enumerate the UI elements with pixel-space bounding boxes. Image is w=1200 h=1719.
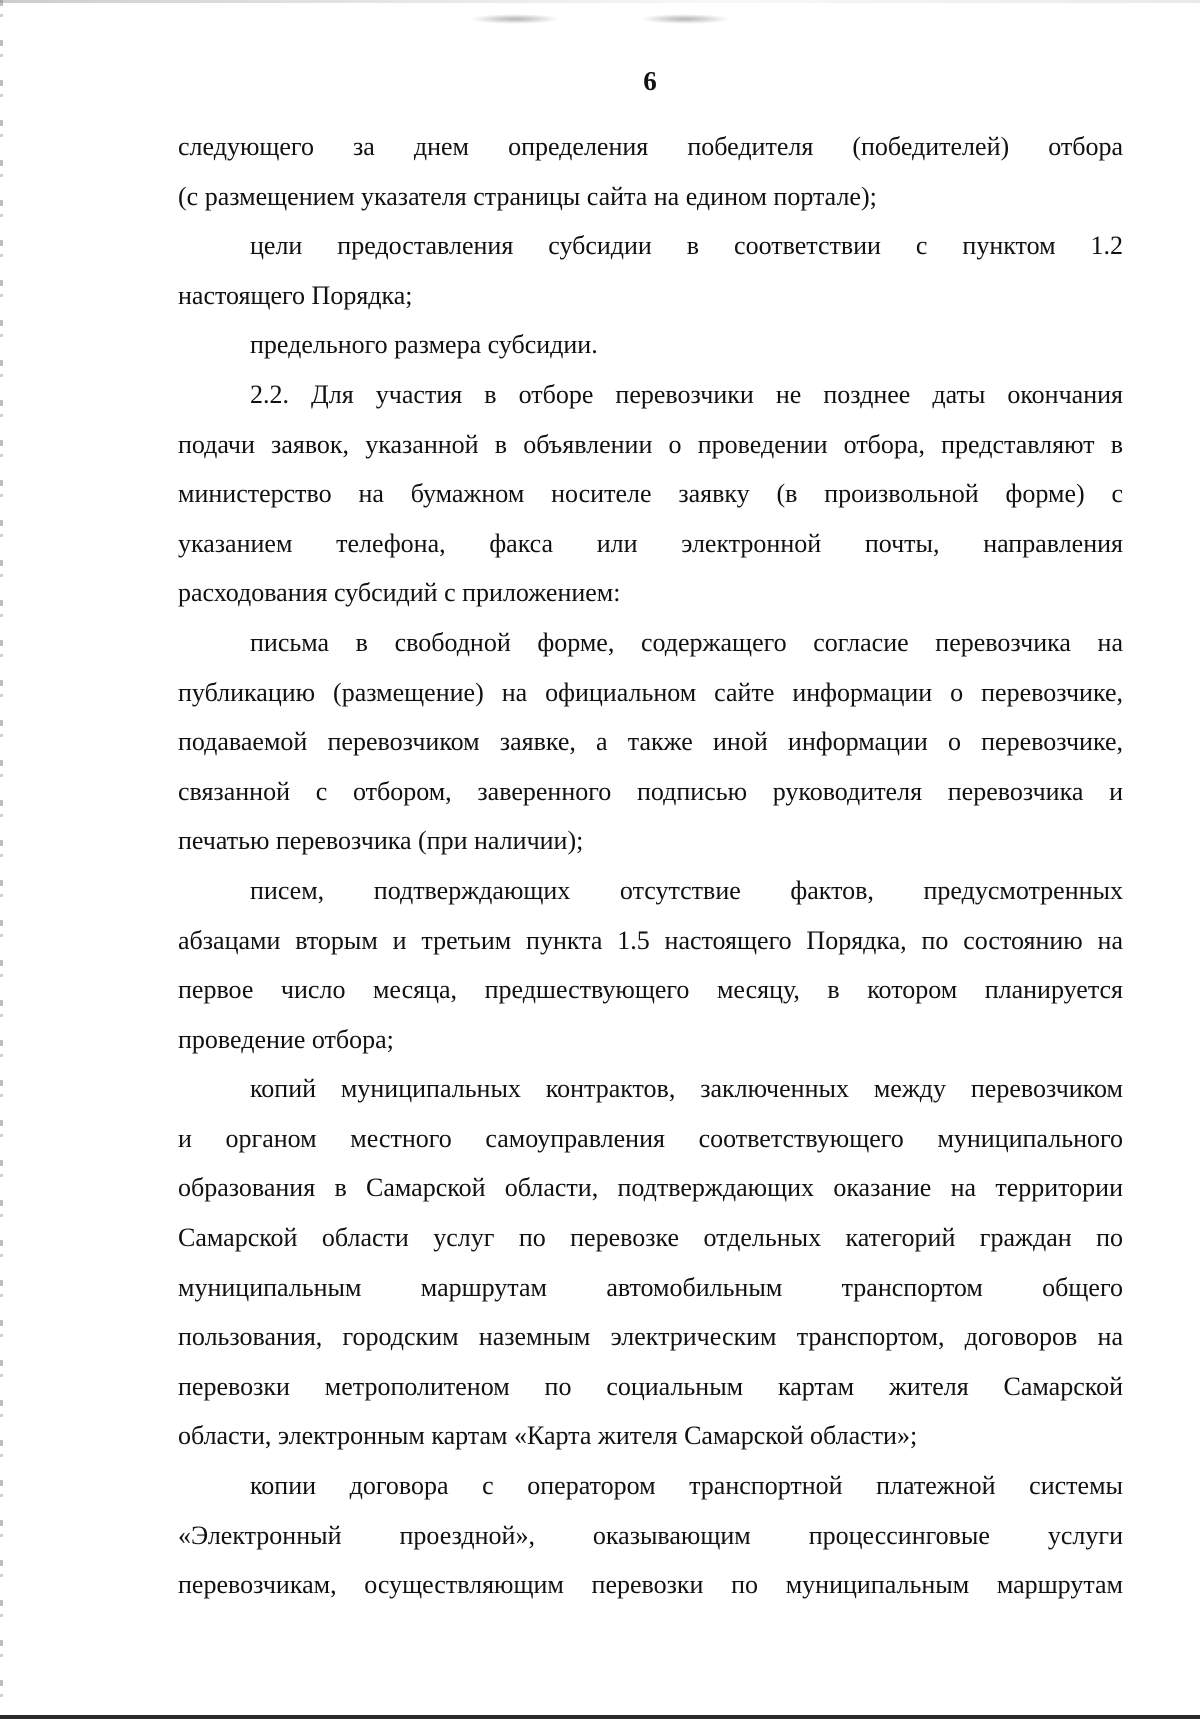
paragraph-line: образования в Самарской области, подтверждающих оказание на территории <box>178 1173 1123 1203</box>
scan-edge-top <box>0 0 1200 3</box>
paragraph-line: и органом местного самоуправления соответствующего муниципального <box>178 1123 1123 1153</box>
paragraph-line: указанием телефона, факса или электронной почты, направления <box>178 528 1123 558</box>
paragraph-line: пользования, городским наземным электрическим транспортом, договоров на <box>178 1322 1123 1352</box>
paragraph-line: письма в свободной форме, содержащего согласие перевозчика на <box>250 627 1123 657</box>
scan-smudge <box>640 14 730 24</box>
paragraph-line: цели предоставления субсидии в соответствии с пунктом 1.2 <box>250 231 1123 261</box>
page-number: 6 <box>643 66 657 96</box>
paragraph-line: настоящего Порядка; <box>178 280 413 310</box>
paragraph-line: абзацами вторым и третьим пункта 1.5 настоящего Порядка, по состоянию на <box>178 925 1123 955</box>
paragraph-line: министерство на бумажном носителе заявку (в произвольной форме) с <box>178 479 1123 509</box>
paragraph-line: перевозки метрополитеном по социальным картам жителя Самарской <box>178 1371 1123 1401</box>
paragraph-line: (с размещением указателя страницы сайта на едином портале); <box>178 181 877 211</box>
paragraph-line: проведение отбора; <box>178 1024 394 1054</box>
paragraph-line: «Электронный проездной», оказывающим процессинговые услуги <box>178 1520 1123 1550</box>
paragraph-line: Самарской области услуг по перевозке отдельных категорий граждан по <box>178 1223 1123 1253</box>
paragraph-line: муниципальным маршрутам автомобильным транспортом общего <box>178 1272 1123 1302</box>
document-body <box>178 122 1123 1610</box>
scan-edge-bottom <box>0 1715 1200 1719</box>
paragraph-line: следующего за днем определения победителя (победителей) отбора <box>178 132 1123 161</box>
paragraph-line: писем, подтверждающих отсутствие фактов, предусмотренных <box>250 875 1123 905</box>
paragraph-line: копий муниципальных контрактов, заключенных между перевозчиком <box>250 1074 1123 1104</box>
paragraph-line: подачи заявок, указанной в объявлении о проведении отбора, представляют в <box>178 429 1123 459</box>
paragraph-line: 2.2. Для участия в отборе перевозчики не позднее даты окончания <box>250 379 1123 409</box>
paragraph-line: перевозчикам, осуществляющим перевозки по муниципальным маршрутам <box>178 1570 1123 1600</box>
paragraph-line: публикацию (размещение) на официальном сайте информации о перевозчике, <box>178 677 1123 707</box>
paragraph-line: области, электронным картам «Карта жителя Самарской области»; <box>178 1421 918 1451</box>
paragraph-line: первое число месяца, предшествующего месяцу, в котором планируется <box>178 975 1123 1005</box>
paragraph-line: расходования субсидий с приложением: <box>178 578 621 608</box>
paragraph-line: печатью перевозчика (при наличии); <box>178 826 584 856</box>
paragraph-line: связанной с отбором, заверенного подписью руководителя перевозчика и <box>178 776 1123 806</box>
scan-edge-left <box>0 0 3 1719</box>
paragraph-line: копии договора с оператором транспортной платежной системы <box>250 1471 1123 1501</box>
paragraph-line: подаваемой перевозчиком заявке, а также иной информации о перевозчике, <box>178 727 1123 757</box>
scan-smudge <box>470 14 560 24</box>
paragraph-line: предельного размера субсидии. <box>250 330 598 360</box>
